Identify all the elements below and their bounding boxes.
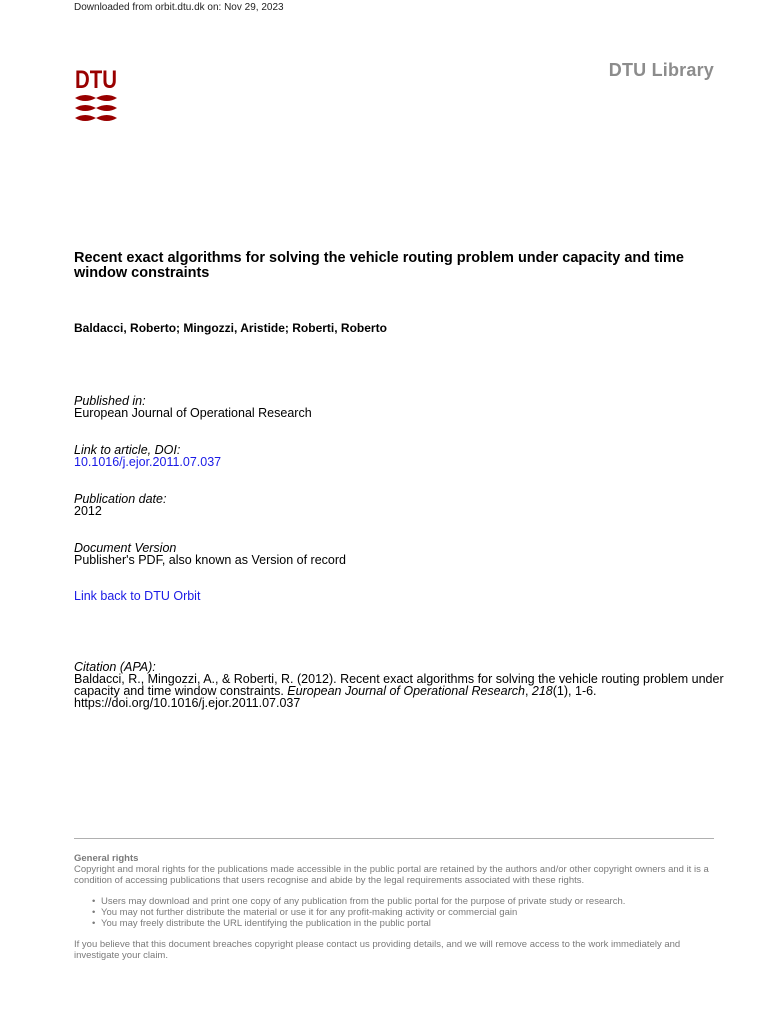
general-rights-closing: If you believe that this document breaches copyright please contact us providing details, and we will remove access to the work immediately and investigate your claim. xyxy=(74,939,681,961)
orbit-link[interactable]: Link back to DTU Orbit xyxy=(74,589,201,603)
citation-label: Citation (APA): xyxy=(74,660,156,674)
dtu-logo-wave-1 xyxy=(75,95,117,101)
general-rights xyxy=(74,853,724,961)
doi-block xyxy=(74,444,221,468)
citation-journal: European Journal of Operational Research xyxy=(287,684,525,698)
paper-title: Recent exact algorithms for solving the vehicle routing problem under capacity and time window constraints xyxy=(74,250,684,281)
dtu-logo xyxy=(74,64,118,126)
download-note: Downloaded from orbit.dtu.dk on: Nov 29, 2023 xyxy=(74,2,284,13)
citation-block xyxy=(74,661,724,709)
document-version-value: Publisher's PDF, also known as Version of record xyxy=(74,553,346,567)
citation-suffix: (1), 1-6. xyxy=(552,684,597,698)
document-version-label: Document Version xyxy=(74,541,177,555)
rights-bullet: • You may not further distribute the material or use it for any profit-making activity or commercial gain xyxy=(92,907,724,918)
rights-bullet: • Users may download and print one copy of any publication from the public portal for the purpose of private study or research. xyxy=(92,896,724,907)
general-rights-intro: Copyright and moral rights for the publications made accessible in the public portal are retained by the authors and/or other copyright owners and it is a condition of accessing publications that users recognise and abide by the legal requirements associated with these rights. xyxy=(74,864,709,886)
rights-bullet-list xyxy=(74,896,724,929)
dtu-logo-wave-3 xyxy=(75,115,117,121)
published-in-value: European Journal of Operational Research xyxy=(74,406,312,420)
dtu-library-label: DTU Library xyxy=(608,60,714,80)
citation-sep: , xyxy=(524,684,532,698)
citation-url: https://doi.org/10.1016/j.ejor.2011.07.037 xyxy=(74,696,301,710)
authors: Baldacci, Roberto; Mingozzi, Aristide; Roberti, Roberto xyxy=(74,321,387,335)
doi-label: Link to article, DOI: xyxy=(74,443,181,457)
divider xyxy=(74,838,714,839)
published-in-label: Published in: xyxy=(74,394,146,408)
orbit-link-block xyxy=(74,590,200,602)
publication-date-label: Publication date: xyxy=(74,492,167,506)
citation-volume: 218 xyxy=(531,684,553,698)
citation-prefix: Baldacci, R., Mingozzi, A., & Roberti, R. (2012). Recent exact algorithms for solving the vehicle routing problem under capacity and time window constraints. xyxy=(74,672,724,698)
publication-date-value: 2012 xyxy=(74,504,102,518)
dtu-logo-text: DTU xyxy=(75,66,117,94)
dtu-logo-wave-2 xyxy=(75,105,117,111)
publication-date-block xyxy=(74,493,166,517)
rights-bullet: • You may freely distribute the URL identifying the publication in the public portal xyxy=(92,918,724,929)
published-in-block xyxy=(74,395,312,419)
general-rights-heading: General rights xyxy=(74,853,139,864)
doi-link[interactable]: 10.1016/j.ejor.2011.07.037 xyxy=(74,455,222,469)
document-version-block xyxy=(74,542,346,566)
